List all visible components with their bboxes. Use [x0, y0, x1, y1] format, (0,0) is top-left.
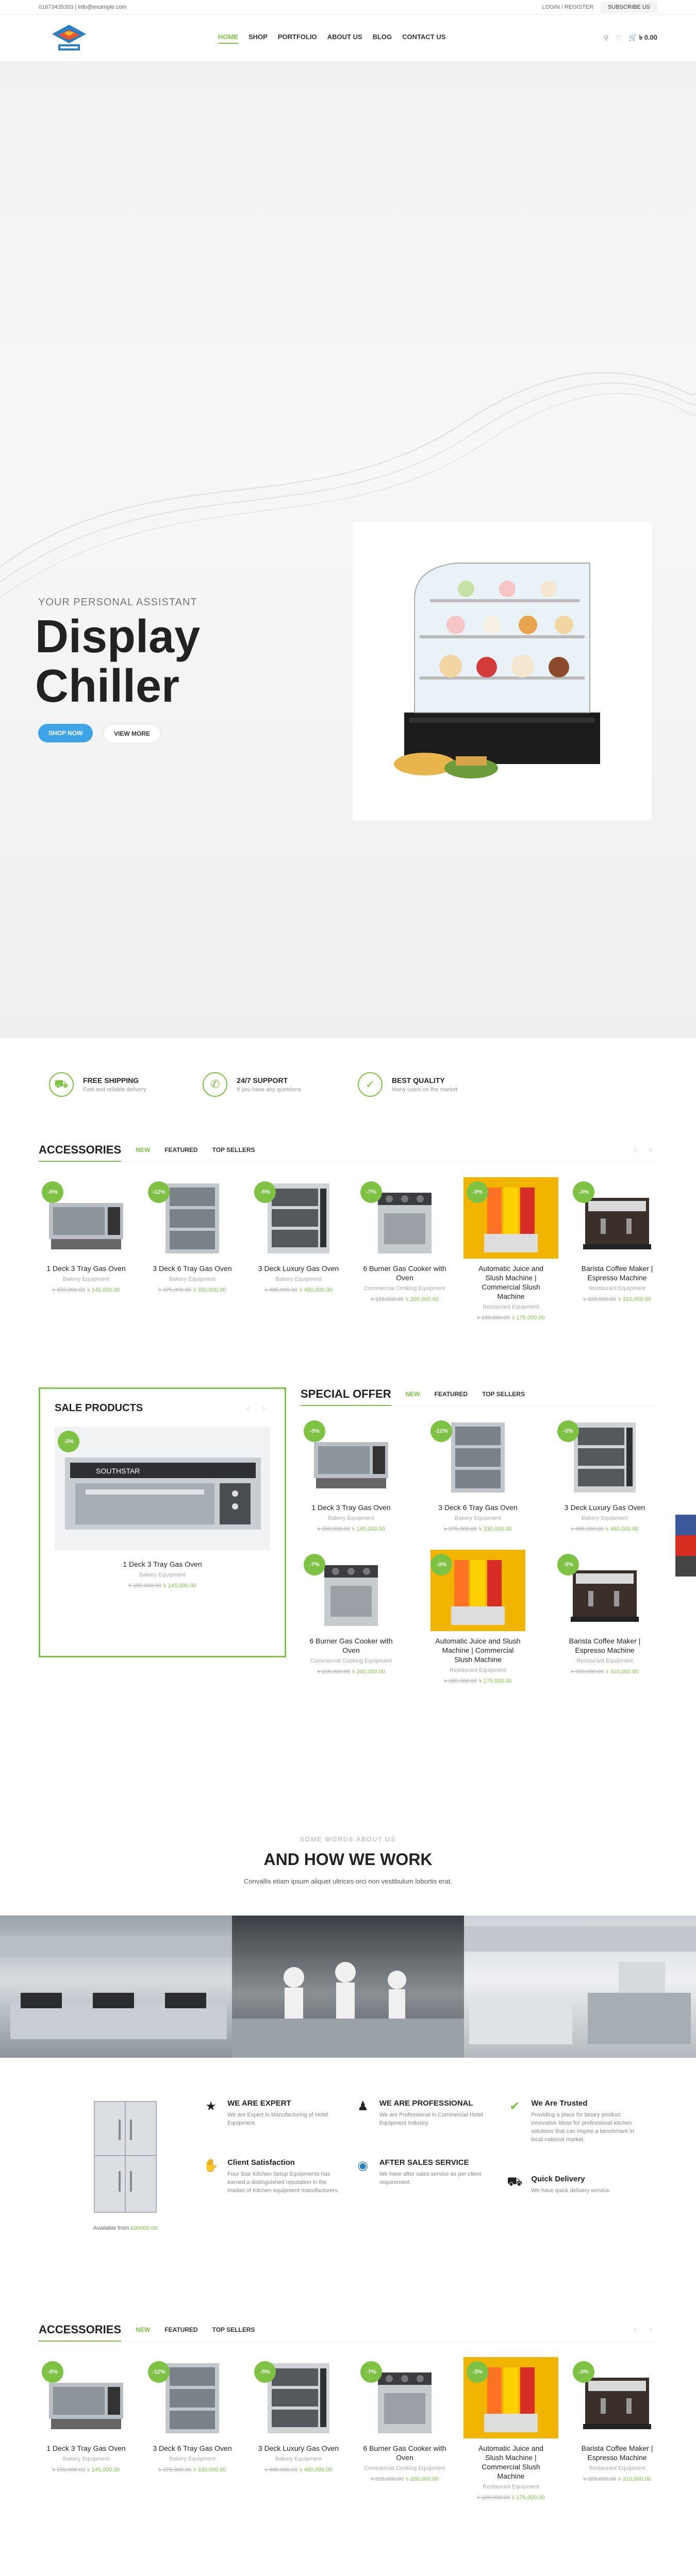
- phone-icon: ✆: [203, 1072, 227, 1097]
- product-price: ৳ 150,000.00 ৳ 145,000.00: [317, 1526, 385, 1532]
- product-card[interactable]: [463, 1177, 558, 1323]
- kitchen-photo-3: [464, 1916, 696, 2058]
- product-card[interactable]: [554, 1416, 655, 1534]
- discount-badge: -5%: [254, 1181, 276, 1203]
- product-category[interactable]: Restaurant Equipment: [483, 2484, 539, 2490]
- feature-quality: ✓ BEST QUALITY Many users on the market: [358, 1072, 457, 1097]
- product-category[interactable]: Bakery Equipment: [139, 1572, 186, 1578]
- product-name[interactable]: 6 Burner Gas Cooker with Oven: [363, 2444, 446, 2462]
- product-card[interactable]: [39, 2357, 134, 2503]
- why-item-delivery: ⛟ Quick Delivery We have quick delivery service.: [505, 2175, 657, 2195]
- hero-banner: [0, 62, 696, 1038]
- product-name[interactable]: 3 Deck Luxury Gas Oven: [258, 2444, 339, 2452]
- product-image: [301, 1416, 402, 1498]
- tab-featured[interactable]: FEATURED: [164, 2326, 198, 2333]
- product-category[interactable]: Commercial Cooking Equipment: [364, 2465, 445, 2471]
- product-image: [427, 1550, 528, 1631]
- main-nav: [218, 33, 445, 44]
- product-grid: [39, 2357, 657, 2503]
- product-image: [554, 1416, 655, 1498]
- tab-top-sellers[interactable]: TOP SELLERS: [212, 1146, 255, 1154]
- product-card[interactable]: [357, 2357, 452, 2503]
- share-icon[interactable]: [675, 1556, 696, 1577]
- fridge-product: [70, 2099, 181, 2231]
- product-image: [145, 2357, 240, 2438]
- special-offer-box: [301, 1387, 657, 1686]
- product-card[interactable]: [301, 1416, 402, 1534]
- svg-text:SOUTHSTAR: SOUTHSTAR: [96, 1467, 140, 1475]
- site-header: [0, 14, 696, 62]
- discount-badge: -3%: [467, 1181, 488, 1203]
- why-item-professional: ♟ WE ARE PROFESSIONAL We are Professional in Commercial Hotel Equipment Industry.: [354, 2099, 506, 2127]
- product-image: [301, 1550, 402, 1631]
- discount-badge: -3%: [467, 2361, 488, 2383]
- why-us-section: [0, 2058, 696, 2318]
- product-name[interactable]: Automatic Juice and Slush Machine | Commercial Slush Machine: [478, 1264, 544, 1300]
- product-card[interactable]: [463, 2357, 558, 2503]
- nav-contact[interactable]: CONTACT US: [402, 32, 446, 41]
- product-image: [463, 2357, 558, 2438]
- product-category[interactable]: Commercial Cooking Equipment: [310, 1658, 392, 1664]
- product-category[interactable]: Restaurant Equipment: [589, 1285, 645, 1292]
- product-name[interactable]: 3 Deck Luxury Gas Oven: [564, 1503, 645, 1512]
- product-card[interactable]: [357, 1177, 452, 1323]
- section-title: SPECIAL OFFER: [301, 1387, 391, 1406]
- discount-badge: -5%: [42, 2361, 63, 2383]
- discount-badge: -3%: [557, 1554, 579, 1575]
- heart-icon[interactable]: ♡: [616, 34, 622, 42]
- discount-badge: -3%: [573, 1181, 594, 1203]
- product-price: ৳ 180,000.00 ৳ 175,000.00: [477, 2495, 545, 2501]
- hero-title: Display Chiller: [35, 611, 201, 712]
- product-category[interactable]: Restaurant Equipment: [589, 2465, 645, 2471]
- globe-icon: ◉: [357, 2159, 369, 2173]
- product-price: ৳ 320,000.00 ৳ 310,000.00: [583, 1296, 651, 1302]
- trust-icon: ✔: [509, 2099, 520, 2113]
- product-category[interactable]: Restaurant Equipment: [450, 1667, 506, 1673]
- phone-number: 01673435303: [39, 4, 74, 10]
- product-name[interactable]: 6 Burner Gas Cooker with Oven: [363, 1264, 446, 1282]
- youtube-icon[interactable]: [675, 1535, 696, 1556]
- product-name[interactable]: 3 Deck 6 Tray Gas Oven: [153, 2444, 232, 2452]
- product-price: ৳ 485,000.00 ৳ 460,000.00: [264, 2467, 333, 2473]
- product-name[interactable]: 3 Deck Luxury Gas Oven: [258, 1264, 339, 1273]
- product-category[interactable]: Bakery Equipment: [275, 2456, 322, 2462]
- product-name[interactable]: Barista Coffee Maker | Espresso Machine: [581, 1264, 653, 1282]
- login-link[interactable]: LOGIN / REGISTER: [542, 4, 594, 10]
- why-item-satisfaction: ✋ Client Satisfaction Four Star Kitchen Setup Equipments has earned a distinguished reputation in the market of Kitchen equipment manufacturers.: [202, 2158, 354, 2195]
- discount-badge: -7%: [360, 2361, 382, 2383]
- product-image: [251, 1177, 346, 1259]
- group-icon: ♟: [357, 2099, 369, 2113]
- why-item-expert: ★ WE ARE EXPERT We are Expert in Manufacturing of Hotel Equipment.: [202, 2099, 354, 2127]
- feature-support: ✆ 24/7 SUPPORT If you have any questions: [203, 1072, 301, 1097]
- product-price: ৳ 150,000.00 ৳ 145,000.00: [52, 1287, 120, 1293]
- discount-badge: -7%: [304, 1554, 325, 1575]
- sale-special-section: [0, 1387, 696, 1836]
- product-card[interactable]: [251, 1177, 346, 1323]
- product-category[interactable]: Bakery Equipment: [169, 1276, 216, 1282]
- tab-new[interactable]: NEW: [405, 1390, 420, 1398]
- product-category[interactable]: Bakery Equipment: [328, 1515, 374, 1521]
- cart-button[interactable]: [629, 33, 657, 44]
- product-name[interactable]: 1 Deck 3 Tray Gas Oven: [123, 1560, 202, 1568]
- sale-product-card[interactable]: [55, 1427, 270, 1591]
- contact-info: 01673435303 | info@example.com: [39, 4, 127, 10]
- star-icon: ★: [205, 2099, 217, 2113]
- product-card[interactable]: [145, 1177, 240, 1323]
- product-card[interactable]: [427, 1550, 528, 1686]
- nav-portfolio[interactable]: PORTFOLIO: [277, 32, 317, 41]
- product-category[interactable]: Commercial Cooking Equipment: [364, 1285, 445, 1292]
- badge-icon: ✓: [358, 1072, 383, 1097]
- product-price: ৳ 215,000.00 ৳ 200,000.00: [371, 2476, 439, 2482]
- how-we-work-header: [0, 1836, 696, 1916]
- product-card[interactable]: [301, 1550, 402, 1686]
- features-bar: [0, 1038, 696, 1131]
- product-category[interactable]: Bakery Equipment: [63, 1276, 109, 1282]
- section-title: ACCESSORIES: [39, 1143, 121, 1162]
- facebook-icon[interactable]: [675, 1515, 696, 1535]
- kitchen-photo-2: [232, 1916, 464, 2058]
- special-product-grid: [301, 1416, 657, 1686]
- product-name[interactable]: Automatic Juice and Slush Machine | Commercial Slush Machine: [478, 2444, 544, 2480]
- discount-badge: -5%: [254, 2361, 276, 2383]
- discount-badge: -3%: [430, 1554, 452, 1575]
- product-image: [570, 1177, 665, 1259]
- discount-badge: -5%: [557, 1420, 579, 1442]
- discount-badge: -12%: [148, 2361, 170, 2383]
- nav-home[interactable]: HOME: [218, 33, 238, 44]
- product-name[interactable]: 1 Deck 3 Tray Gas Oven: [311, 1503, 391, 1512]
- product-card[interactable]: [554, 1550, 655, 1686]
- product-price: ৳ 320,000.00 ৳ 310,000.00: [583, 2476, 651, 2482]
- email-address: info@example.com: [78, 4, 127, 10]
- nav-blog[interactable]: BLOG: [372, 32, 392, 41]
- cart-total: ৳ 0.00: [639, 33, 657, 41]
- shop-now-button[interactable]: SHOP NOW: [38, 724, 93, 742]
- kitchen-photo-strip: [0, 1916, 696, 2058]
- product-price: ৳ 485,000.00 ৳ 460,000.00: [264, 1287, 333, 1293]
- product-image: [251, 2357, 346, 2438]
- product-card[interactable]: [145, 2357, 240, 2503]
- tab-new[interactable]: NEW: [136, 2326, 151, 2333]
- tab-featured[interactable]: FEATURED: [434, 1390, 468, 1398]
- discount-badge: -5%: [42, 1181, 63, 1203]
- product-card[interactable]: [570, 1177, 665, 1323]
- handshake-icon: ✋: [203, 2159, 219, 2173]
- product-category[interactable]: Bakery Equipment: [169, 2456, 216, 2462]
- hero-kicker: YOUR PERSONAL ASSISTANT: [38, 597, 197, 608]
- product-price: ৳ 180,000.00 ৳ 175,000.00: [477, 1315, 545, 1321]
- carousel-arrows[interactable]: ‹ ›: [634, 1145, 657, 1154]
- accessories-section-2: [0, 2318, 696, 2570]
- product-price: ৳ 320,000.00 ৳ 310,000.00: [571, 1669, 639, 1675]
- product-image: [570, 2357, 665, 2438]
- discount-badge: -3%: [58, 1431, 79, 1452]
- product-price: ৳ 180,000.00 ৳ 175,000.00: [444, 1678, 512, 1684]
- product-name[interactable]: 3 Deck 6 Tray Gas Oven: [153, 1264, 232, 1273]
- social-side-bar: [675, 1515, 696, 1577]
- product-category[interactable]: Bakery Equipment: [275, 1276, 322, 1282]
- carousel-arrows[interactable]: ‹ ›: [246, 1403, 270, 1413]
- carousel-arrows[interactable]: ‹ ›: [634, 2325, 657, 2334]
- product-price: ৳ 215,000.00 ৳ 200,000.00: [371, 1296, 439, 1302]
- product-image: [39, 1177, 134, 1259]
- product-name[interactable]: Automatic Juice and Slush Machine | Commercial Slush Machine: [435, 1637, 521, 1664]
- fridge-image: [87, 2099, 164, 2217]
- display-chiller-image: [353, 522, 652, 821]
- product-price: ৳ 215,000.00 ৳ 200,000.00: [317, 1669, 385, 1675]
- product-card[interactable]: [570, 2357, 665, 2503]
- product-name[interactable]: 1 Deck 3 Tray Gas Oven: [46, 1264, 126, 1273]
- why-item-trusted: ✔ We Are Trusted Providing a place for binary product innovative ideas for professional kitchen solutions that can inspire a benchmark in local national market.: [505, 2099, 657, 2144]
- kitchen-photo-1: [0, 1916, 232, 2058]
- discount-badge: -7%: [360, 1181, 382, 1203]
- product-category[interactable]: Restaurant Equipment: [576, 1658, 633, 1664]
- nav-about[interactable]: ABOUT US: [327, 32, 362, 41]
- available-label: Available from: [93, 2225, 129, 2231]
- discount-badge: -12%: [148, 1181, 170, 1203]
- product-image: [427, 1416, 528, 1498]
- how-title: AND HOW WE WORK: [263, 1850, 433, 1869]
- product-price: ৳ 375,000.00 ৳ 330,000.00: [158, 2467, 226, 2473]
- site-logo[interactable]: [39, 20, 100, 56]
- truck-icon: ⛟: [49, 1072, 74, 1097]
- available-price: £00000.00: [130, 2225, 158, 2231]
- product-grid: [39, 1177, 657, 1323]
- product-name[interactable]: 3 Deck 6 Tray Gas Oven: [438, 1503, 518, 1512]
- product-category[interactable]: Bakery Equipment: [582, 1515, 628, 1521]
- section-title: ACCESSORIES: [39, 2323, 121, 2342]
- tab-new[interactable]: NEW: [136, 1146, 151, 1154]
- product-image: [357, 1177, 452, 1259]
- search-icon[interactable]: ⚲: [603, 34, 609, 42]
- product-lists-section: [0, 2570, 696, 2576]
- cart-icon: 🛒: [628, 33, 637, 41]
- subscribe-button[interactable]: SUBSCRIBE US: [601, 2, 657, 13]
- truck-icon: ⛟: [507, 2175, 523, 2189]
- why-item-after-sales: ◉ AFTER SALES SERVICE We have after sales service as per client requirement.: [354, 2158, 506, 2187]
- product-price: ৳ 150,000.00 ৳ 145,000.00: [128, 1583, 196, 1589]
- tab-featured[interactable]: FEATURED: [164, 1146, 198, 1154]
- how-kicker: SOME WORDS ABOUT US: [300, 1836, 396, 1843]
- product-name[interactable]: Barista Coffee Maker | Espresso Machine: [581, 2444, 653, 2462]
- feature-shipping: ⛟ FREE SHIPPING Fast and reliable delivery: [49, 1072, 146, 1097]
- tab-top-sellers[interactable]: TOP SELLERS: [212, 2326, 255, 2333]
- product-category[interactable]: Bakery Equipment: [455, 1515, 501, 1521]
- sale-products-box: [39, 1387, 286, 1657]
- accessories-section: [0, 1131, 696, 1373]
- product-name[interactable]: Barista Coffee Maker | Espresso Machine: [569, 1637, 641, 1654]
- discount-badge: -3%: [573, 2361, 594, 2383]
- top-bar: [0, 0, 696, 14]
- product-image: [357, 2357, 452, 2438]
- product-card[interactable]: [39, 1177, 134, 1323]
- view-more-button[interactable]: VIEW MORE: [103, 724, 161, 743]
- tab-top-sellers[interactable]: TOP SELLERS: [482, 1390, 525, 1398]
- how-text: Convallis etiam ipsum aliquet ultrices orci non vestibulum lobortis erat.: [244, 1877, 452, 1885]
- product-price: ৳ 375,000.00 ৳ 330,000.00: [158, 1287, 226, 1293]
- product-card[interactable]: [427, 1416, 528, 1534]
- product-category[interactable]: Bakery Equipment: [63, 2456, 109, 2462]
- discount-badge: -12%: [430, 1420, 452, 1442]
- product-image: [55, 1427, 270, 1550]
- product-image: [554, 1550, 655, 1631]
- product-name[interactable]: 1 Deck 3 Tray Gas Oven: [46, 2444, 126, 2452]
- product-image: [145, 1177, 240, 1259]
- product-name[interactable]: 6 Burner Gas Cooker with Oven: [309, 1637, 393, 1654]
- product-price: ৳ 485,000.00 ৳ 460,000.00: [571, 1526, 639, 1532]
- product-card[interactable]: [251, 2357, 346, 2503]
- product-category[interactable]: Restaurant Equipment: [483, 1304, 539, 1310]
- product-price: ৳ 375,000.00 ৳ 330,000.00: [444, 1526, 512, 1532]
- sale-title: SALE PRODUCTS: [55, 1402, 143, 1414]
- product-price: ৳ 150,000.00 ৳ 145,000.00: [52, 2467, 120, 2473]
- product-image: [39, 2357, 134, 2438]
- product-image: [463, 1177, 558, 1259]
- discount-badge: -3%: [304, 1420, 325, 1442]
- nav-shop[interactable]: SHOP: [248, 32, 268, 41]
